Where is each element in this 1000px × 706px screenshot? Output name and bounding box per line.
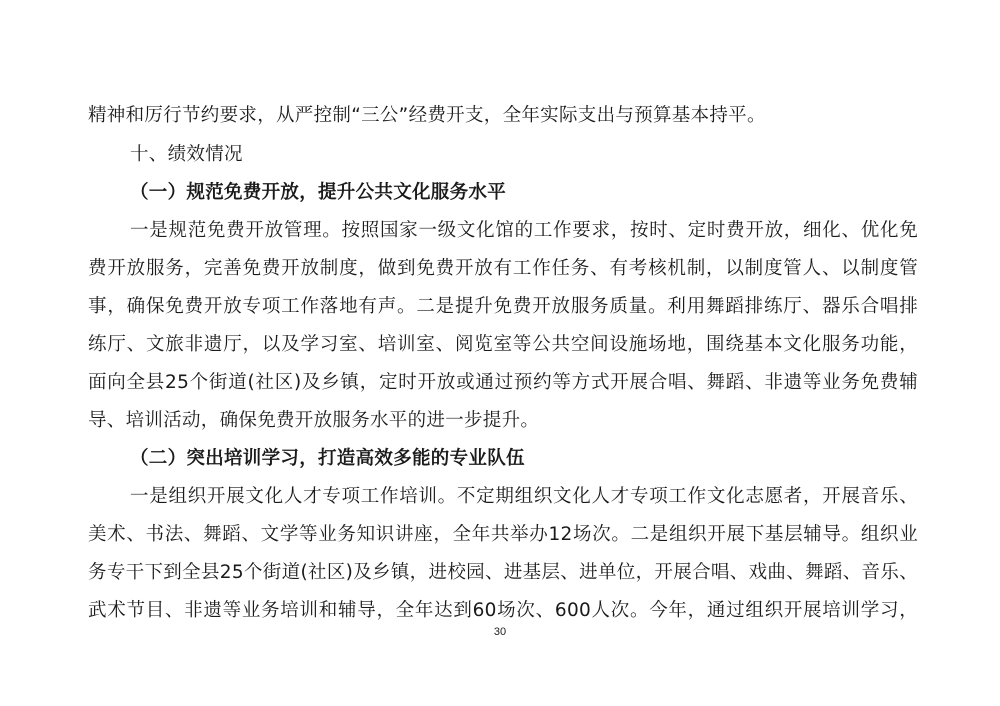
paragraph-line: 导、培训活动，确保免费开放服务水平的进一步提升。 [88, 410, 540, 431]
paragraph-line: 费开放服务，完善免费开放制度，做到免费开放有工作任务、有考核机制，以制度管人、以制度管 [88, 258, 918, 279]
paragraph-line: 务专干下到全县25个街道(社区)及乡镇，进校园、进基层、进单位，开展合唱、戏曲、舞蹈、音乐、 [88, 562, 918, 583]
section-heading: 十、绩效情况 [130, 144, 243, 165]
paragraph-line: 一是组织开展文化人才专项工作培训。不定期组织文化人才专项工作文化志愿者，开展音乐、 [130, 486, 918, 507]
subheading: （一）规范免费开放，提升公共文化服务水平 [130, 182, 507, 203]
paragraph-line: 练厅、文旅非遗厅，以及学习室、培训室、阅览室等公共空间设施场地，围绕基本文化服务功能， [88, 334, 918, 355]
subheading: （二）突出培训学习，打造高效多能的专业队伍 [130, 448, 525, 469]
paragraph-line: 精神和厉行节约要求，从严控制“三公”经费开支，全年实际支出与预算基本持平。 [88, 105, 766, 126]
paragraph-line: 一是规范免费开放管理。按照国家一级文化馆的工作要求，按时、定时费开放，细化、优化免 [130, 220, 918, 241]
page-number: 30 [493, 626, 507, 638]
paragraph-line: 面向全县25个街道(社区)及乡镇，定时开放或通过预约等方式开展合唱、舞蹈、非遗等业务免费辅 [88, 372, 918, 393]
paragraph-line: 美术、书法、舞蹈、文学等业务知识讲座，全年共举办12场次。二是组织开展下基层辅导。组织业 [88, 524, 918, 545]
paragraph-line: 武术节目、非遗等业务培训和辅导，全年达到60场次、600人次。今年，通过组织开展培训学习， [88, 600, 918, 621]
paragraph-line: 事，确保免费开放专项工作落地有声。二是提升免费开放服务质量。利用舞蹈排练厅、器乐合唱排 [88, 296, 918, 317]
